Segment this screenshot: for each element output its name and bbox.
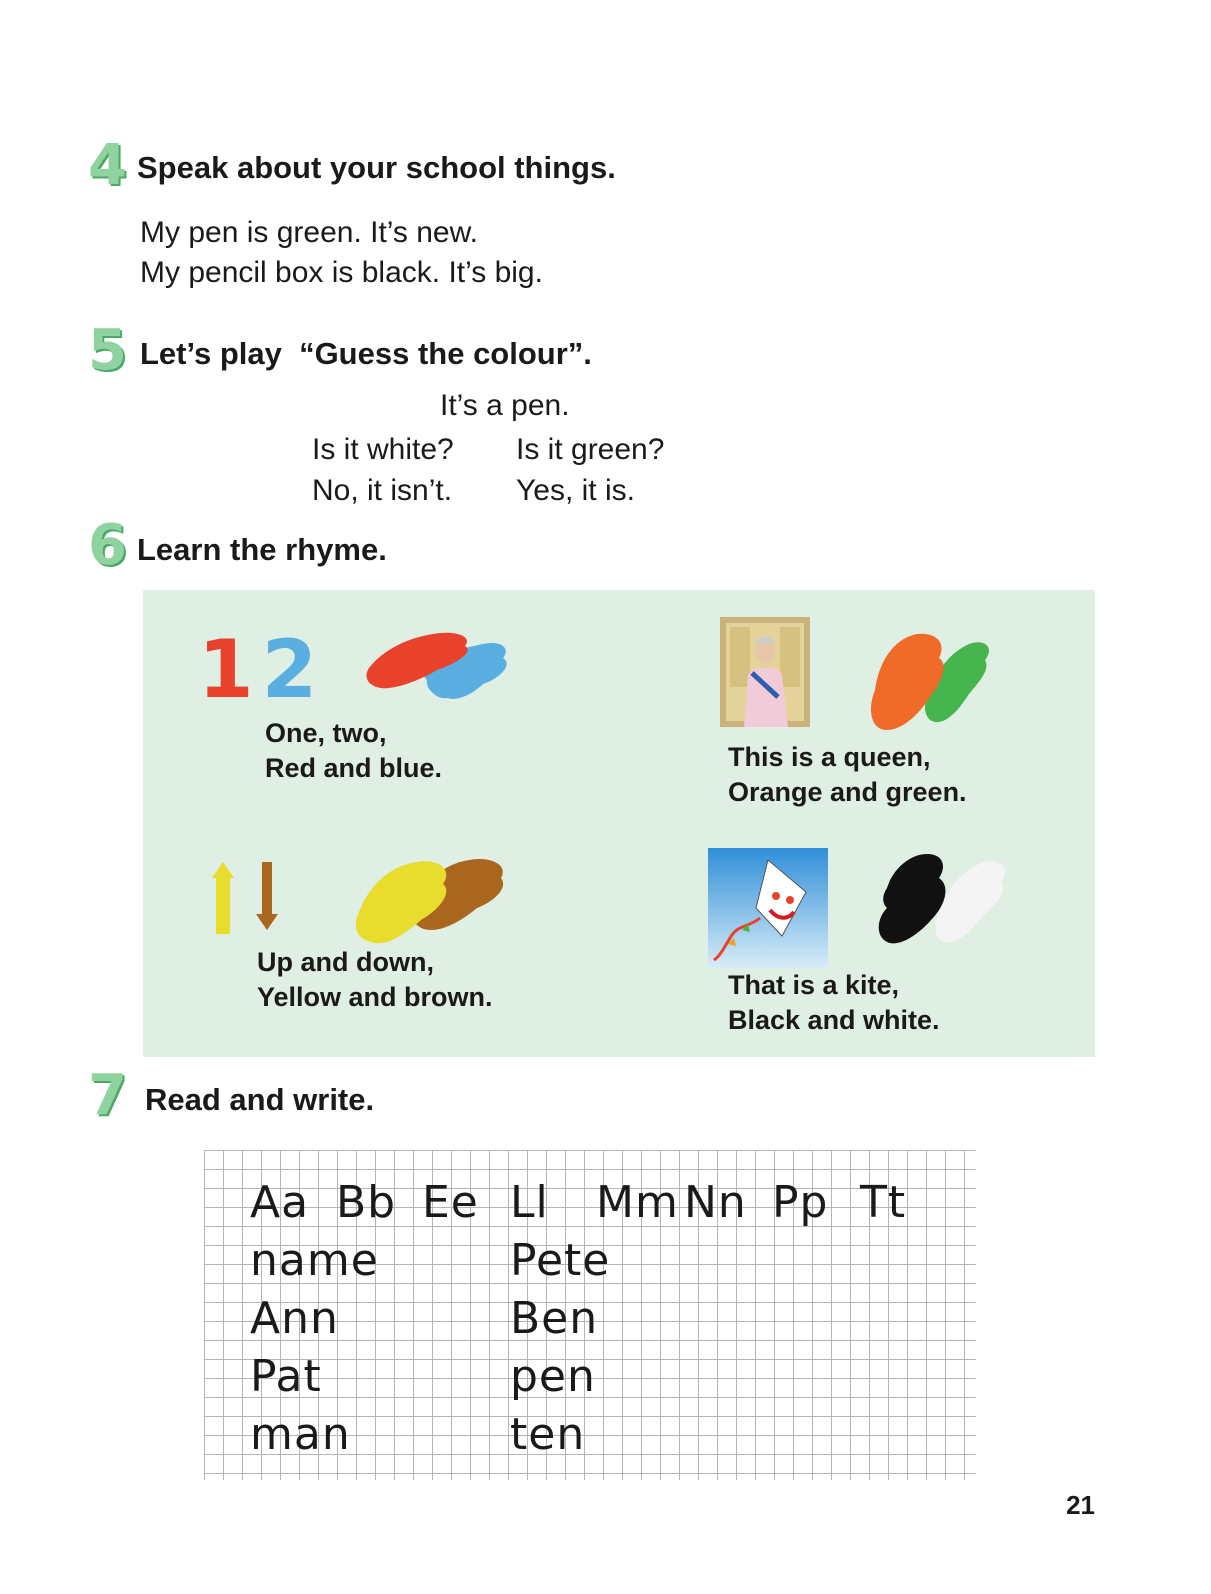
word-left-2: Ann	[250, 1293, 339, 1344]
section-number-7: 7	[88, 1063, 127, 1128]
section-number-5: 5	[88, 318, 127, 383]
section-4-line-1: My pen is green. It’s new.	[140, 216, 478, 249]
section-4-line-2: My pencil box is black. It’s big.	[140, 256, 543, 289]
word-left-3: Pat	[250, 1351, 322, 1402]
verse-3-line-2: Yellow and brown.	[257, 982, 493, 1012]
section-5-question-2: Is it green?	[516, 433, 665, 466]
letter-pair-2: Bb	[336, 1177, 397, 1228]
verse-1-line-2: Red and blue.	[265, 753, 443, 783]
rhyme-box	[143, 590, 1095, 1057]
word-left-4: man	[250, 1409, 351, 1460]
section-5-answer-2: Yes, it is.	[516, 474, 635, 507]
word-right-2: Ben	[510, 1293, 599, 1344]
letter-pair-4: Ll	[510, 1177, 549, 1228]
verse-1-line-1: One, two,	[265, 718, 387, 748]
letter-pair-8: Tt	[860, 1177, 907, 1228]
word-right-1: Pete	[510, 1235, 611, 1286]
section-5-title: Let’s play “Guess the colour”.	[140, 336, 592, 371]
up-down-arrows-icon	[210, 860, 290, 935]
verse-4-line-1: That is a kite,	[728, 970, 900, 1000]
letter-pair-1: Aa	[250, 1177, 310, 1228]
digit-two: 2	[261, 623, 318, 716]
word-left-1: name	[250, 1235, 379, 1286]
verse-4-line-2: Black and white.	[728, 1005, 940, 1035]
red-blue-paint-icon	[363, 628, 513, 708]
section-number-6: 6	[88, 513, 127, 578]
page-number: 21	[1066, 1490, 1095, 1520]
letter-pair-5: Mm	[596, 1177, 679, 1228]
yellow-brown-paint-icon	[353, 852, 513, 952]
verse-1-digits	[198, 623, 318, 716]
letter-pair-7: Pp	[772, 1177, 829, 1228]
writing-grid	[204, 1150, 976, 1480]
section-5-answer-1: No, it isn’t.	[312, 474, 453, 507]
section-7-title: Read and write.	[145, 1082, 375, 1117]
section-4-title: Speak about your school things.	[137, 150, 616, 185]
word-right-4: ten	[510, 1409, 586, 1460]
verse-2-line-1: This is a queen,	[728, 742, 931, 772]
verse-2-line-2: Orange and green.	[728, 777, 967, 807]
section-5-intro: It’s a pen.	[440, 389, 570, 422]
kite-photo-icon	[708, 848, 828, 968]
orange-green-paint-icon	[865, 630, 995, 740]
letter-pair-3: Ee	[422, 1177, 479, 1228]
queen-photo-icon	[720, 617, 810, 727]
section-5-question-1: Is it white?	[312, 433, 454, 466]
digit-one: 1	[198, 623, 254, 716]
section-6-title: Learn the rhyme.	[137, 532, 387, 567]
word-right-3: pen	[510, 1351, 596, 1402]
black-white-paint-icon	[871, 848, 1011, 958]
section-number-4: 4	[88, 133, 127, 198]
verse-3-line-1: Up and down,	[257, 947, 434, 977]
letter-pair-6: Nn	[684, 1177, 747, 1228]
